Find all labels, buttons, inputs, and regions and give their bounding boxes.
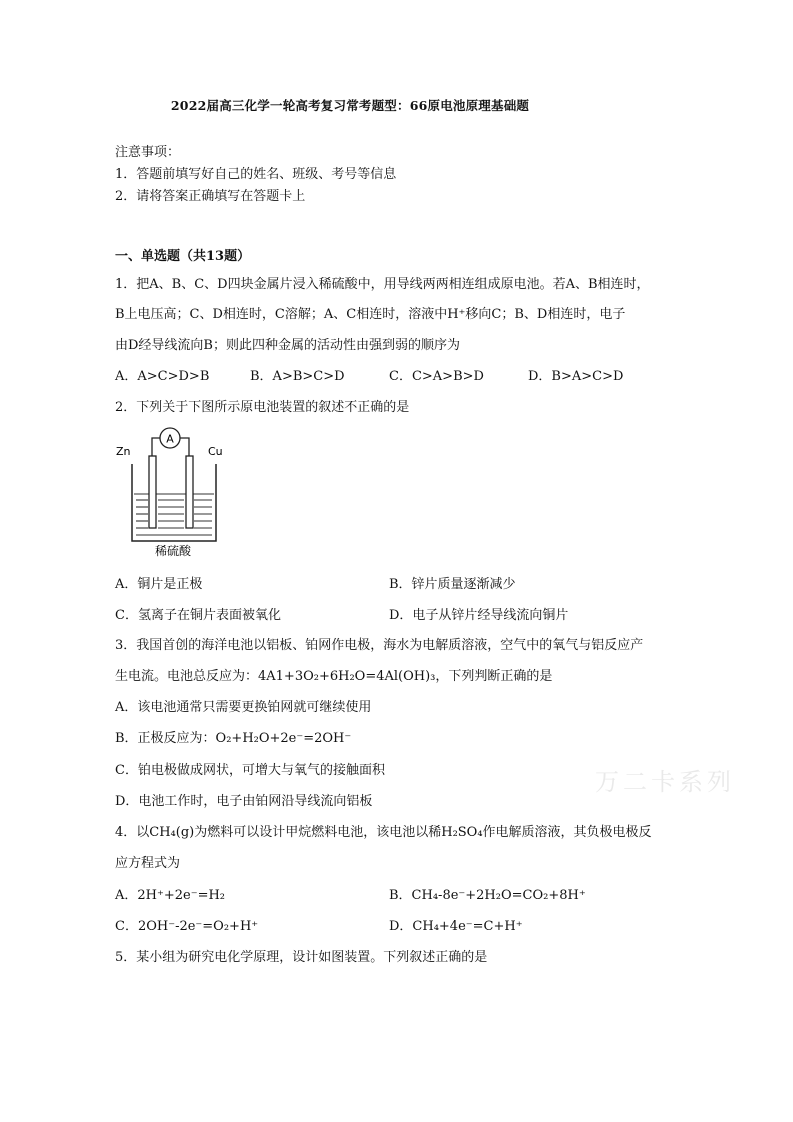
cu-label: Cu [208,445,223,458]
q2-option-b: B．锌片质量逐渐减少 [389,577,516,592]
q4-option-c: C．2OH⁻-2e⁻=O₂+H⁺ [115,919,259,934]
q1-line-1: 1．把A、B、C、D四块金属片浸入稀硫酸中，用导线两两相连组成原电池。若A、B相连时， [115,277,650,292]
q2-option-a: A．铜片是正极 [115,577,203,592]
q4-option-b: B．CH₄-8e⁻+2H₂O=CO₂+8H⁺ [389,888,586,903]
beaker [132,464,216,541]
q1-line-3: 由D经导线流向B；则此四种金属的活动性由强到弱的顺序为 [115,338,460,353]
q3-option-c: C．铂电极做成网状，可增大与氧气的接触面积 [115,763,385,778]
q1-option-d: D．B>A>C>D [528,369,624,384]
watermark: 万二卡系列 [595,768,735,796]
q2-option-c: C．氢离子在铜片表面被氧化 [115,608,281,623]
q3-option-d: D．电池工作时，电子由铂网沿导线流向铝板 [115,794,373,809]
q1-line-2: B上电压高；C、D相连时，C溶解；A、C相连时，溶液中H⁺移向C；B、D相连时，电子 [115,307,626,322]
q2-stem: 2．下列关于下图所示原电池装置的叙述不正确的是 [115,400,410,415]
q1-option-a: A．A>C>D>B [115,369,210,384]
electrolyte-liquid [134,494,214,535]
zn-label: Zn [116,445,131,458]
q4-line-1: 4．以CH₄(g)为燃料可以设计甲烷燃料电池，该电池以稀H₂SO₄作电解质溶液，其负极电极反 [115,825,652,840]
copper-electrode [186,456,193,528]
zinc-electrode [149,456,156,528]
q3-line-2: 生电流。电池总反应为：4A1+3O₂+6H₂O=4Al(OH)₃，下列判断正确的是 [115,669,553,684]
q4-option-d: D．CH₄+4e⁻=C+H⁺ [389,919,523,934]
galvanic-cell-figure [112,424,240,560]
notice-heading: 注意事项： [115,145,181,160]
electrolyte-caption: 稀硫酸 [154,544,192,558]
ammeter-label: A [166,432,174,446]
section-heading: 一、单选题（共13题） [115,249,251,264]
q3-line-1: 3．我国首创的海洋电池以铝板、铂网作电极，海水为电解质溶液，空气中的氧气与铝反应产 [115,638,644,653]
q5-stem: 5．某小组为研究电化学原理，设计如图装置。下列叙述正确的是 [115,950,488,965]
wire-right [180,438,189,456]
q1-option-c: C．C>A>B>D [389,369,484,384]
q4-line-2: 应方程式为 [115,856,181,871]
q3-option-a: A．该电池通常只需要更换铂网就可继续使用 [115,700,372,715]
q1-option-b: B．A>B>C>D [250,369,345,384]
q3-option-b: B．正极反应为：O₂+H₂O+2e⁻=2OH⁻ [115,731,352,746]
notice-item-2: 2．请将答案正确填写在答题卡上 [115,189,306,204]
notice-item-1: 1．答题前填写好自己的姓名、班级、考号等信息 [115,167,397,182]
q2-option-d: D．电子从锌片经导线流向铜片 [389,608,569,623]
page-title: 2022届高三化学一轮高考复习常考题型：66原电池原理基础题 [170,98,530,113]
wire-left [152,438,160,456]
q4-option-a: A．2H⁺+2e⁻=H₂ [115,888,226,903]
